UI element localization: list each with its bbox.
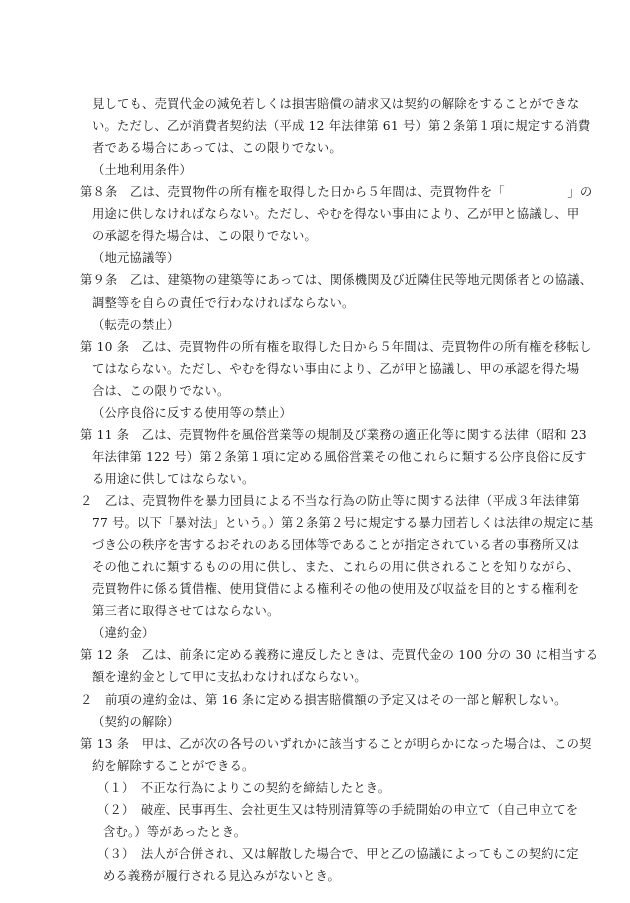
list-item: （３） 法人が合併され、又は解散した場合で、甲と乙の協議によってもこの契約に定 <box>97 846 579 861</box>
text-line: の承認を得た場合は、この限りでない。 <box>92 229 317 244</box>
article-11: 第 11 条 乙は、売買物件を風俗営業等の規制及び業務の適正化等に関する法律（昭和 23 <box>80 427 587 442</box>
text-line: てはならない。ただし、やむを得ない事由により、乙が甲と協議し、甲の承認を得た場 <box>92 361 580 376</box>
article-10: 第 10 条 乙は、売買物件の所有権を取得した日から５年間は、売買物件の所有権を移転し <box>80 339 592 354</box>
list-item-continuation: 含む。）等があったとき。 <box>103 824 247 839</box>
article-caption: （転売の禁止） <box>92 317 180 332</box>
paragraph-2: ２ 前項の違約金は、第 16 条に定める損害賠償額の予定又はその一部と解釈しない。 <box>80 692 567 707</box>
article-9: 第９条 乙は、建築物の建築等にあっては、関係機関及び近隣住民等地元関係者との協議、 <box>80 273 593 288</box>
text-line: 見しても、売買代金の減免若しくは損害賠償の請求又は契約の解除をすることができな <box>92 97 580 111</box>
text-line: 者である場合にあっては、この限りでない。 <box>92 141 342 156</box>
paragraph-2: ２ 乙は、売買物件を暴力団員による不当な行為の防止等に関する法律（平成３年法律第 <box>80 494 580 508</box>
article-caption: （土地利用条件） <box>92 163 192 178</box>
text-line: 合は、この限りでない。 <box>92 383 230 398</box>
list-item-continuation: める義務が履行される見込みがないとき。 <box>103 868 340 883</box>
article-caption: （地元協議等） <box>92 251 180 266</box>
text-line: 第三者に取得させてはならない。 <box>92 604 280 619</box>
text-line: その他これに類するものの用に供し、また、これらの用に供されることを知りながら、 <box>92 560 580 575</box>
text-line: 用途に供しなければならない。ただし、やむを得ない事由により、乙が甲と協議し、甲 <box>92 207 580 222</box>
text-line: 額を違約金として甲に支払わなければならない。 <box>92 670 367 685</box>
text-line: 調整等を自らの責任で行わなければならない。 <box>92 295 355 310</box>
text-line: 77 号。以下「暴対法」という。）第２条第２号に規定する暴力団若しくは法律の規定に基 <box>92 516 594 531</box>
article-caption: （違約金） <box>92 626 155 641</box>
list-item: （２） 破産、民事再生、会社更生又は特別清算等の手続開始の申立て（自己申立てを <box>97 802 579 817</box>
article-12: 第 12 条 乙は、前条に定める義務に違反したときは、売買代金の 100 分の 30 に相当する <box>80 648 599 663</box>
article-caption: （契約の解除） <box>92 714 180 729</box>
text-line: 約を解除することができる。 <box>92 758 255 773</box>
text-line: づき公の秩序を害するおそれのある団体等であることが指定されている者の事務所又は <box>92 538 580 553</box>
article-caption: （公序良俗に反する使用等の禁止） <box>92 405 292 420</box>
article-13: 第 13 条 甲は、乙が次の各号のいずれかに該当することが明らかになった場合は、この契 <box>80 736 592 751</box>
text-line: る用途に供してはならない。 <box>92 471 255 486</box>
text-line: 年法律第 122 号）第２条第１項に定める風俗営業その他これらに類する公序良俗に反す <box>92 449 587 464</box>
article-8: 第８条 乙は、売買物件の所有権を取得した日から５年間は、売買物件を「 」の <box>80 185 593 200</box>
text-line: 売買物件に係る賃借権、使用貸借による権利その他の使用及び収益を目的とする権利を <box>92 582 580 597</box>
text-line: い。ただし、乙が消費者契約法（平成 12 年法律第 61 号）第２条第１項に規定する消費 <box>92 119 591 134</box>
list-item: （１） 不正な行為によりこの契約を締結したとき。 <box>97 780 391 795</box>
